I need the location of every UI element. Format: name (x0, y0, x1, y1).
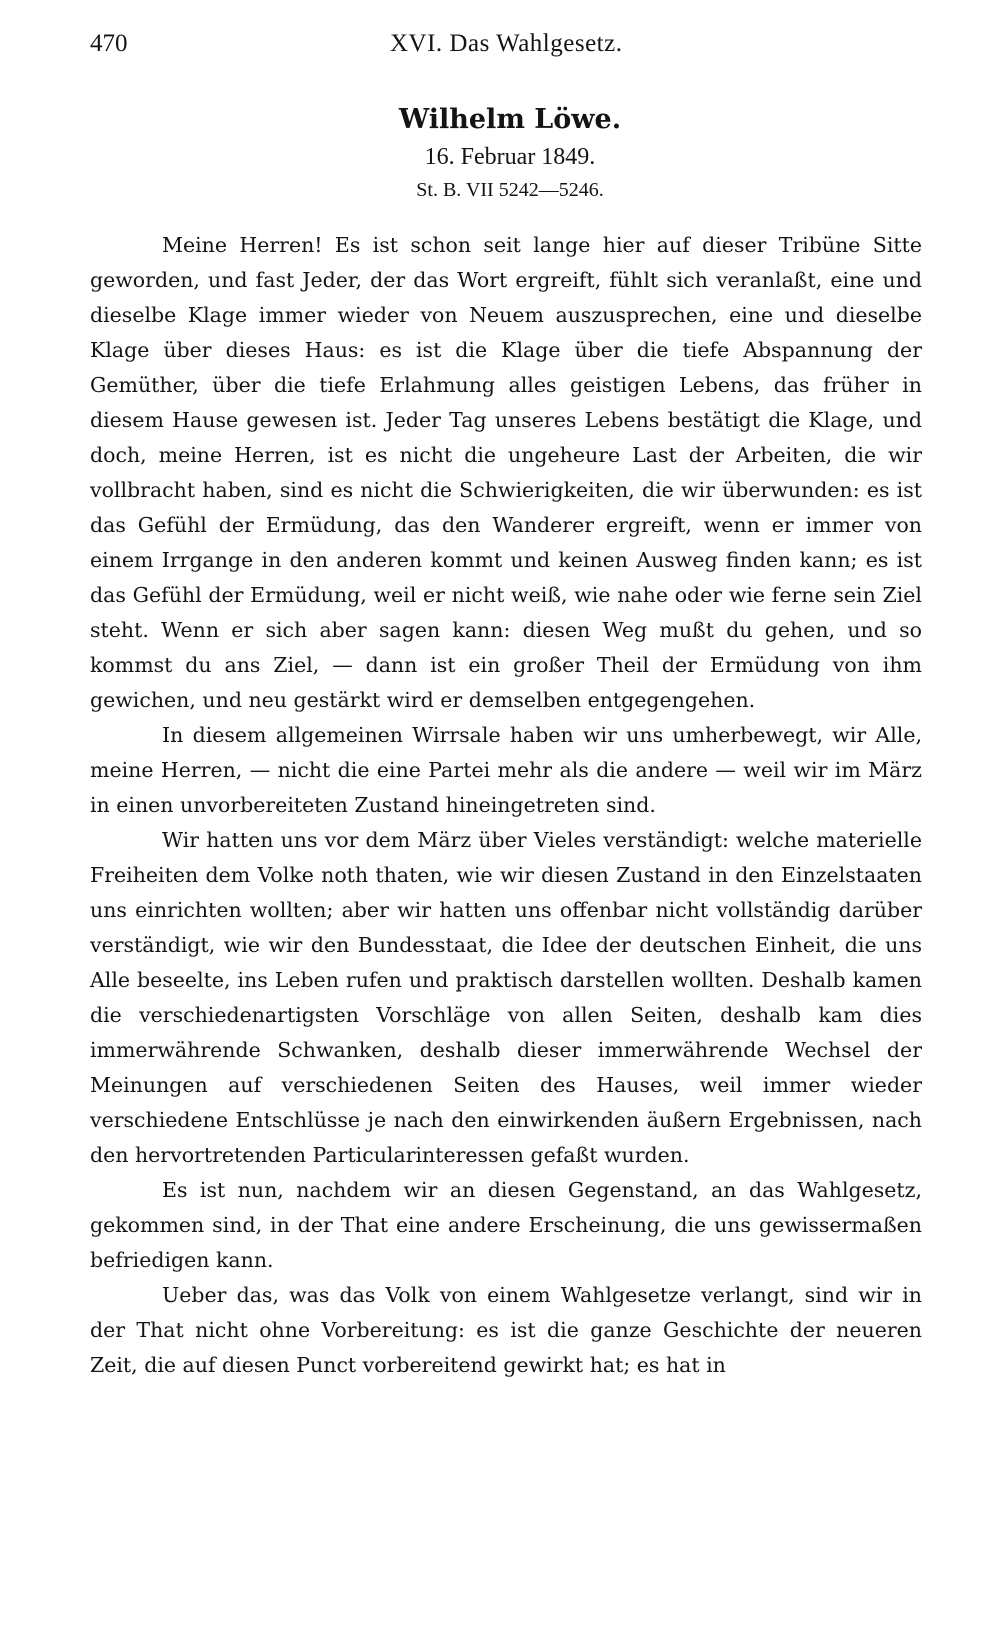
speaker-name: Wilhelm Löwe. (398, 104, 622, 135)
paragraph: Wir hatten uns vor dem März über Vieles verständigt: welche materielle Freiheiten dem Volke noth thaten, wie wir diesen Zustand in den Einzelstaaten uns einrichten wollten; aber wir hatten uns offenbar nicht vollständig darüber verständigt, wie wir den Bundesstaat, die Idee der deutschen Einheit, die uns Alle beseelte, ins Leben rufen und praktisch darstellen wollten. Deshalb kamen die verschiedenartigsten Vorschläge von allen Seiten, deshalb kam dies immerwährende Schwanken, deshalb dieser immerwährende Wechsel der Meinungen auf verschiedenen Seiten des Hauses, weil immer wieder verschiedene Entschlüsse je nach den einwirkenden äußern Ergebnissen, nach den hervortretenden Particularinteressen gefaßt wurden. (90, 828, 922, 1167)
paragraph: Meine Herren! Es ist schon seit lange hier auf dieser Tribüne Sitte geworden, und fast Jeder, der das Wort ergreift, fühlt sich veranlaßt, eine und dieselbe Klage immer wieder von Neuem auszusprechen, eine und dieselbe Klage über dieses Haus: es ist die Klage über die tiefe Abspannung der Gemüther, über die tiefe Erlahmung alles geistigen Lebens, das früher in diesem Hause gewesen ist. Jeder Tag unseres Lebens bestätigt die Klage, und doch, meine Herren, ist es nicht die ungeheure Last der Arbeiten, die wir vollbracht haben, sind es nicht die Schwierigkeiten, die wir überwunden: es ist das Gefühl der Ermüdung, das den Wanderer ergreift, wenn er immer von einem Irrgange in den anderen kommt und keinen Ausweg finden kann; es ist das Gefühl der Ermüdung, weil er nicht weiß, wie nahe oder wie ferne sein Ziel steht. Wenn er sich aber sagen kann: diesen Weg mußt du gehen, und so kommst du ans Ziel, — dann ist ein großer Theil der Ermüdung von ihm gewichen, und neu gestärkt wird er demselben entgegengehen. (90, 233, 922, 712)
speech-body (90, 228, 922, 1383)
running-head: XVI. Das Wahlgesetz. (390, 30, 623, 57)
paragraph: Ueber das, was das Volk von einem Wahlgesetze verlangt, sind wir in der That nicht ohne Vorbereitung: es ist die ganze Geschichte der neueren Zeit, die auf diesen Punct vorbereitend gewirkt hat; es hat in (90, 1283, 922, 1377)
speech-heading (0, 100, 1000, 206)
page-number: 470 (90, 30, 128, 57)
paragraph: Es ist nun, nachdem wir an diesen Gegenstand, an das Wahlgesetz, gekommen sind, in der That eine andere Erscheinung, die uns gewissermaßen befriedigen kann. (90, 1178, 922, 1272)
source-reference: St. B. VII 5242—5246. (416, 179, 604, 201)
speech-date: 16. Februar 1849. (424, 144, 596, 170)
paragraph: In diesem allgemeinen Wirrsale haben wir uns umherbewegt, wir Alle, meine Herren, — nicht die eine Partei mehr als die andere — weil wir im März in einen unvorbereiteten Zustand hineingetreten sind. (90, 723, 922, 817)
page-header (90, 30, 950, 70)
